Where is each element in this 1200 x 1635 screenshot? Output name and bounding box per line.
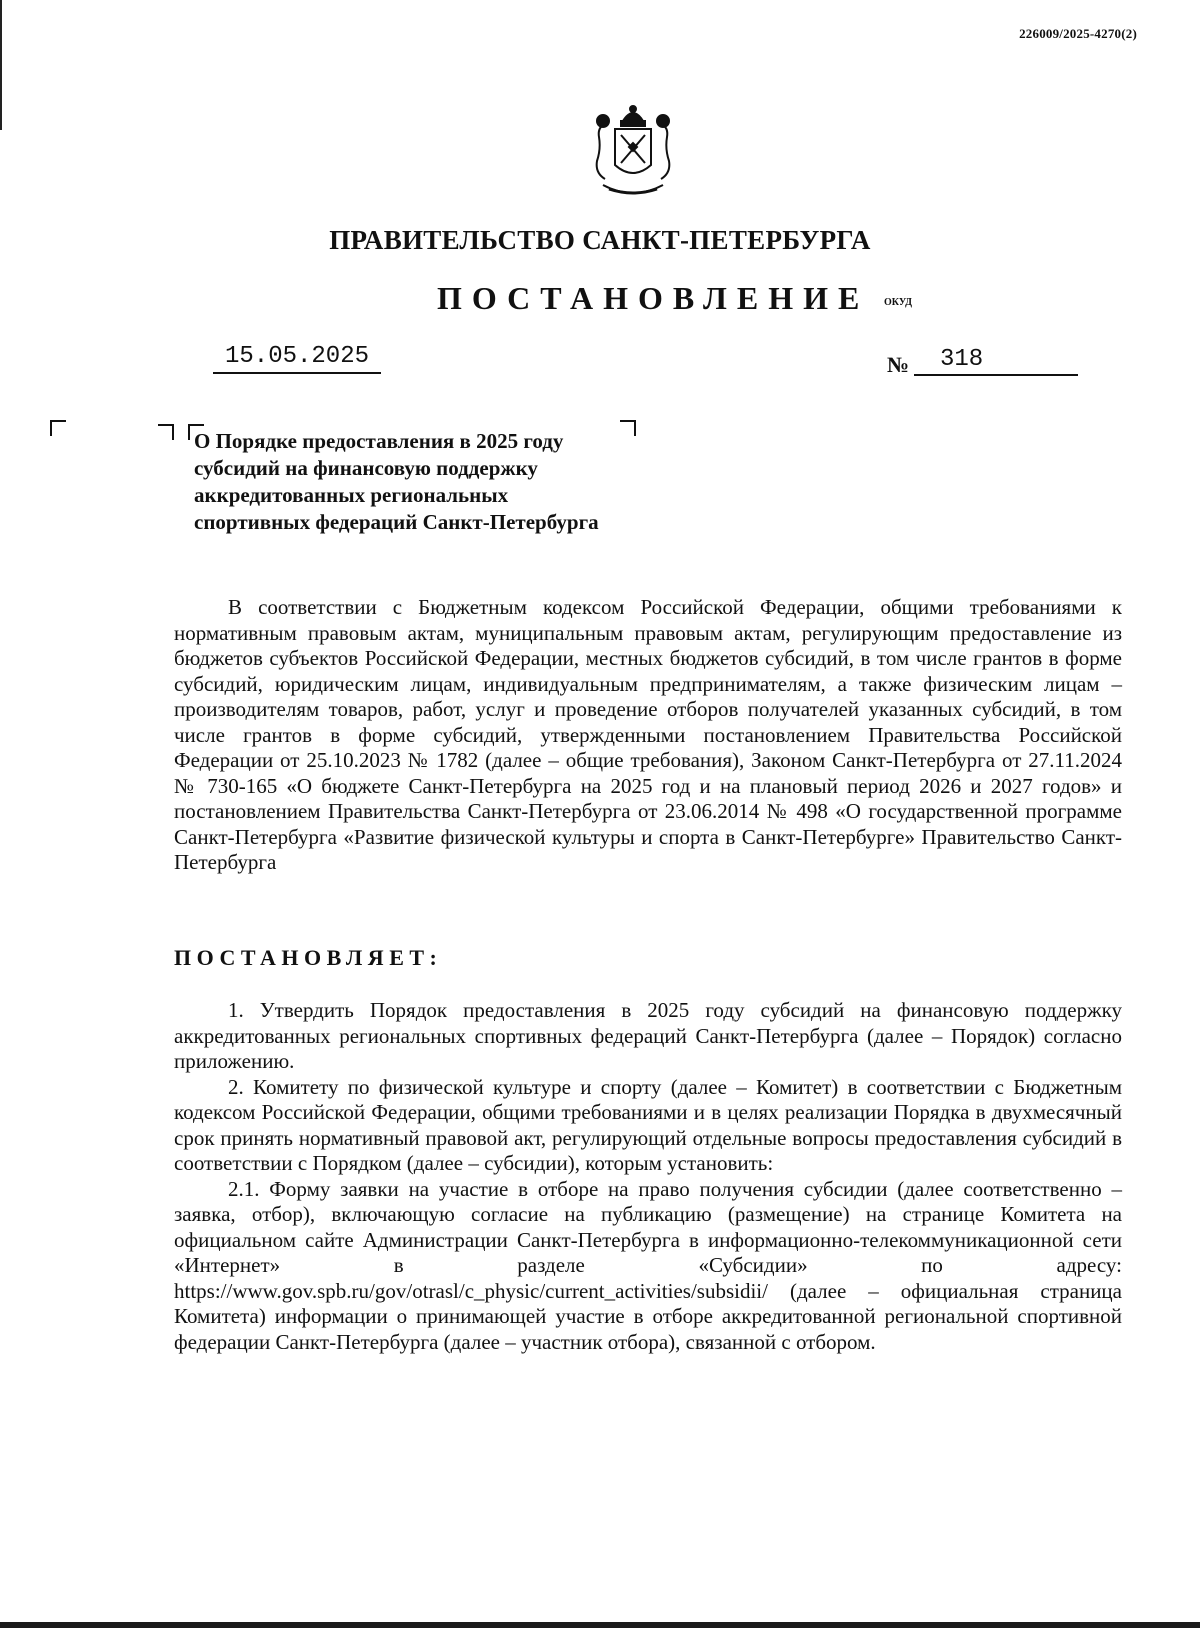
document-subject [194, 428, 664, 536]
subject-line: О Порядке предоставления в 2025 году [194, 429, 564, 453]
resolves-heading: ПОСТАНОВЛЯЕТ: [174, 945, 443, 970]
corner-mark [50, 420, 66, 436]
number-label: № [887, 352, 910, 377]
saint-petersburg-coat-of-arms-icon [587, 103, 679, 203]
resolution-item: 1. Утвердить Порядок предоставления в 2025 году субсидий на финансовую поддержку аккредитованных региональных спортивных федераций Санкт-Петербурга (далее – Порядок) согласно приложению. [174, 998, 1122, 1073]
subject-line: аккредитованных региональных [194, 483, 509, 507]
resolution-item: 2. Комитету по физической культуре и спорту (далее – Комитет) в соответствии с Бюджетным кодексом Российской Федерации, общими требованиями и в целях реализации Порядка в двухмесячный срок принять нормативный правовой акт, регулирующий отдельные вопросы предоставления субсидий в соответствии с Порядком (далее – субсидии), которым установить: [174, 1074, 1122, 1175]
subject-line: субсидий на финансовую поддержку [194, 456, 538, 480]
document-type-title: ПОСТАНОВЛЕНИЕ [437, 280, 870, 316]
preamble-paragraph: В соответствии с Бюджетным кодексом Российской Федерации, общими требованиями к нормативным правовым актам, муниципальным правовым актам, регулирующим предоставление из бюджетов субъектов Российской Федерации, местных бюджетов субсидий, в том числе грантов в форме субсидий, юридическим лицам, индивидуальным предпринимателям, а также физическим лицам – производителям товаров, работ, услуг и проведение отборов получателей указанных субсидий, в том числе грантов в форме субсидий, утвержденными постановлением Правительства Российской Федерации от 25.10.2023 № 1782 (далее – общие требования), Законом Санкт-Петербурга от 27.11.2024 № 730-165 «О бюджете Санкт-Петербурга на 2025 год и на плановый период 2026 и 2027 годов» и постановлением Правительства Санкт-Петербурга от 23.06.2014 № 498 «О государственной программе Санкт-Петербурга «Развитие физической культуры и спорта в Санкт-Петербурге» Правительство Санкт-Петербурга [174, 595, 1122, 874]
document-number: 318 [914, 346, 1078, 376]
scan-bottom-edge [0, 1622, 1200, 1628]
document-date: 15.05.2025 [213, 342, 381, 374]
preamble [174, 595, 1122, 876]
resolution-items [174, 998, 1122, 1355]
scan-edge-line [0, 0, 2, 130]
document-reference: 226009/2025-4270(2) [1019, 26, 1137, 41]
resolution-item: 2.1. Форму заявки на участие в отборе на право получения субсидии (далее соответственно – заявка, отбор), включающую согласие на публикацию (размещение) на странице Комитета на официальном сайте Администрации Санкт-Петербурга в информационно-телекоммуникационной сети «Интернет» в разделе «Субсидии» по адресу: https://www.gov.spb.ru/gov/otrasl/c_physic/current_activities/subsidii/ (далее – официальная страница Комитета) информации о принимающей участие в отборе аккредитованной региональной спортивной федерации Санкт-Петербурга (далее – участник отбора), связанной с отбором. [174, 1176, 1122, 1354]
okud-label: ОКУД [884, 297, 913, 308]
subject-line: спортивных федераций Санкт-Петербурга [194, 510, 599, 534]
government-name: ПРАВИТЕЛЬСТВО САНКТ-ПЕТЕРБУРГА [329, 225, 871, 255]
corner-mark [158, 424, 174, 440]
